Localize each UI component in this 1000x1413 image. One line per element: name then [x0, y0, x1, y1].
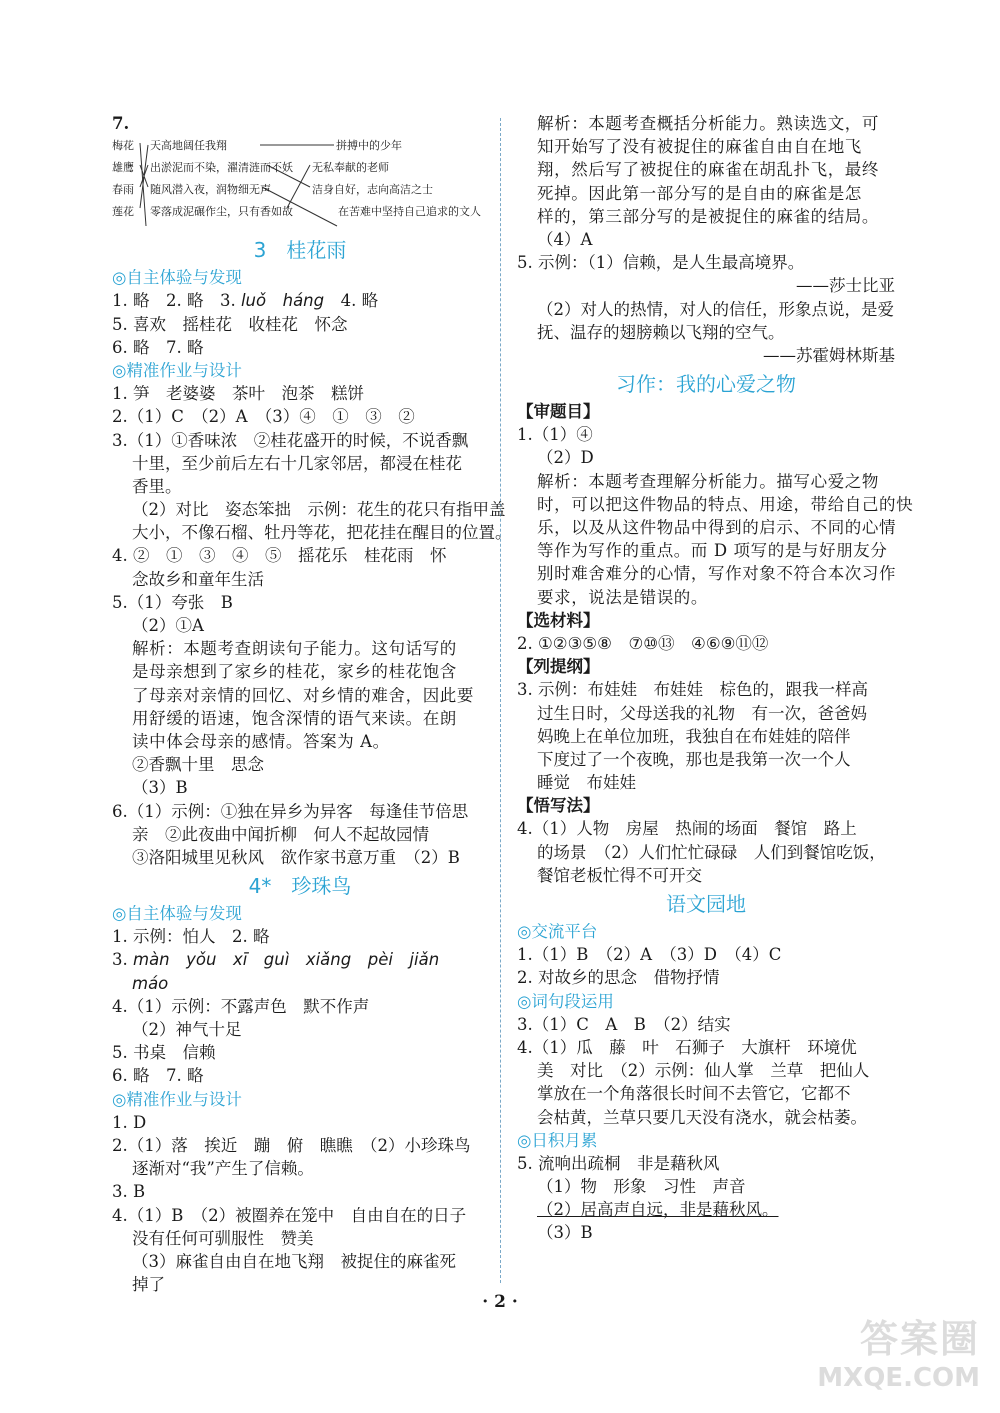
answer-line: 掉了	[132, 1275, 165, 1295]
matching-exercise	[112, 137, 488, 229]
answer-line: 1. 示例：怕人 2. 略	[112, 927, 270, 947]
flower-1: 梅花	[112, 139, 134, 153]
answer-line: （3）B	[537, 1223, 593, 1243]
answer-line: 1. 略 2. 略 3. luǒ háng 4. 略	[112, 291, 379, 311]
answer-line: 1. D	[112, 1112, 147, 1132]
analysis-line: 翔，然后写了被捉住的麻雀在胡乱扑飞，最终	[537, 160, 879, 180]
watermark-url: MXQE.COM	[817, 1363, 980, 1393]
answer-line: 念故乡和童年生活	[132, 569, 264, 589]
answer-line: 3.（1）C A B （2）结实	[517, 1014, 731, 1034]
answer-line: 5. 示例：（1）信赖，是人生最高境界。	[517, 253, 805, 273]
pinyin-answer: máo	[132, 973, 169, 993]
flower-2: 雄鹰	[112, 161, 134, 175]
answer-line: 1. 笋 老婆婆 茶叶 泡茶 糕饼	[112, 384, 364, 404]
left-column	[112, 112, 512, 1296]
line-3: 随风潜入夜，润物细无声	[150, 183, 271, 197]
analysis-line: 了母亲对亲情的回忆、对乡情的难舍，因此要	[132, 685, 474, 705]
underlined-answer: （2）居高声自远，非是藉秋风。	[537, 1200, 779, 1220]
answer-line: （2）①A	[132, 616, 204, 635]
column-divider	[500, 118, 501, 1283]
flower-4: 莲花	[112, 205, 134, 219]
watermark	[817, 1308, 980, 1393]
answer-line: （4）A	[537, 229, 593, 249]
answer-line: （3）麻雀自由自在地飞翔 被捉住的麻雀死	[132, 1251, 456, 1271]
answer-line: 美 对比 （2）示例：仙人掌 兰草 把仙人	[537, 1061, 870, 1081]
lesson-4-title: 4* 珍珠鸟	[248, 874, 352, 899]
analysis-line: 乐，以及从这件物品中得到的启示、不同的心情	[537, 518, 897, 537]
analysis-line: 样的，第三部分写的是被捉住的麻雀的结局。	[537, 206, 879, 226]
answer-line: 2.（1）C （2）A （3）④ ① ③ ②	[112, 407, 415, 427]
answer-line: ②香飘十里 思念	[132, 755, 264, 775]
answer-line: 餐馆老板忙得不可开交	[537, 865, 702, 885]
chinese-garden-title: 语文园地	[666, 892, 746, 916]
watermark-logo: 答案圈	[859, 1317, 980, 1361]
analysis-line: 读中体会母亲的感情。答案为 A。	[132, 731, 390, 751]
line-1: 天高地阔任我翔	[150, 139, 227, 153]
answer-line: 6. 略 7. 略	[112, 337, 204, 357]
answer-line: （2）对人的热情，对人的信任，形象点说，是爱	[537, 299, 894, 319]
answer-line: 大小，不像石榴、牡丹等花，把花挂在醒目的位置。	[132, 523, 512, 543]
answer-line: （2）对比 姿态笨拙 示例：花生的花只有指甲盖	[132, 500, 506, 520]
analysis-line: 解析：本题考查朗读句子能力。这句话写的	[132, 639, 457, 659]
bracket-heading: 【选材料】	[517, 610, 600, 630]
answer-line: 3. 示例：布娃娃 布娃娃 棕色的，跟我一样高	[517, 680, 868, 700]
bracket-heading: 【悟写法】	[517, 796, 600, 816]
answer-line: 5. 流响出疏桐 非是藉秋风	[517, 1153, 720, 1173]
analysis-line: 解析：本题考查理解分析能力。描写心爱之物	[537, 471, 879, 491]
section-heading: ◎精准作业与设计	[112, 360, 242, 380]
pinyin-answer: màn yǒu xī guì xiǎng pèi jiǎn	[133, 950, 440, 970]
person-1: 拼搏中的少年	[336, 139, 402, 153]
answer-line: 4.（1）示例：不露声色 默不作声	[112, 996, 370, 1016]
answer-line: 5. 书桌 信赖	[112, 1043, 216, 1063]
answer-line: 下度过了一个夜晚，那也是我第一次一个人	[537, 749, 851, 769]
lesson-3-title: 3 桂花雨	[253, 238, 347, 263]
answer-line: 5. 喜欢 摇桂花 收桂花 怀念	[112, 314, 348, 334]
answer-line: 掌放在一个角落很长时间不去管它，它都不	[537, 1084, 851, 1104]
answer-line: （1）物 形象 习性 声音	[537, 1177, 746, 1197]
answer-line: 1.（1）④	[517, 425, 593, 445]
person-3: 洁身自好，志向高洁之士	[312, 183, 433, 197]
answer-line: 妈晚上在单位加班，我独自在布娃娃的陪伴	[537, 726, 851, 746]
analysis-line: 等作为写作的重点。而 D 项写的是与好朋友分	[537, 541, 888, 561]
answer-line: 会枯黄，兰草只要几天没有浇水，就会枯萎。	[537, 1107, 867, 1127]
analysis-line: 要求，说法是错误的。	[537, 587, 708, 607]
section-heading: ◎词句段运用	[517, 991, 614, 1011]
analysis-line: 时，可以把这件物品的特点、用途，带给自己的快	[537, 494, 914, 514]
answer-line: 4.（1）B （2）被圈养在笼中 自由自在的日子	[112, 1205, 467, 1225]
answer-line	[517, 1198, 895, 1221]
bracket-heading: 【审题目】	[517, 402, 600, 422]
flower-3: 春雨	[112, 183, 134, 197]
answer-line: 4.（1）瓜 藤 叶 石狮子 大旗杆 环境优	[517, 1037, 857, 1057]
answer-line: 抚、温存的翅膀赖以飞翔的空气。	[537, 322, 785, 342]
person-4: 在苦难中坚持自己追求的文人	[338, 205, 481, 219]
analysis-line: 知开始写了没有被捉住的麻雀自由自在地飞	[537, 137, 862, 157]
answer-line: 没有任何可驯服性 赞美	[132, 1228, 314, 1248]
answer-line: 2. 对故乡的思念 借物抒情	[517, 968, 720, 988]
answer-line: 3. màn yǒu xī guì xiǎng pèi jiǎn	[112, 950, 440, 970]
answer-line: 6. 略 7. 略	[112, 1066, 204, 1086]
answer-line: （2）D	[537, 448, 594, 468]
answer-line: 的场景 （2）人们忙忙碌碌 人们到餐馆吃饭，	[537, 842, 886, 862]
analysis-line: 解析：本题考查概括分析能力。熟读选文，可	[537, 114, 879, 133]
answer-line: 2. ①②③⑤⑧ ⑦⑩⑬ ④⑥⑨⑪⑫	[517, 633, 769, 653]
section-heading: ◎自主体验与发现	[112, 268, 242, 288]
answer-line: 香里。	[132, 476, 182, 496]
pinyin-answer: luǒ háng	[240, 291, 325, 311]
analysis-line: 别时难舍难分的心情，写作对象不符合本次习作	[537, 564, 897, 584]
analysis-line: 是母亲想到了家乡的桂花，家乡的桂花饱含	[132, 662, 457, 682]
answer-line: 6.（1）示例：①独在异乡为异客 每逢佳节倍思	[112, 801, 469, 821]
answer-line: 5.（1）夸张 B	[112, 592, 233, 612]
answer-line: 十里，至少前后左右十几家邻居，都浸在桂花	[132, 453, 462, 473]
answer-line: 亲 ②此夜曲中闻折柳 何人不起故园情	[132, 824, 429, 844]
question-7-label: 7.	[112, 114, 130, 133]
line-2: 出淤泥而不染，濯清涟而不妖	[150, 161, 293, 175]
answer-line: 3. B	[112, 1182, 146, 1202]
answer-line: 4. ② ① ③ ④ ⑤ 摇花乐 桂花雨 怀	[112, 546, 447, 566]
section-heading: ◎自主体验与发现	[112, 904, 242, 924]
analysis-line: 死掉。因此第一部分写的是自由的麻雀是怎	[537, 183, 862, 203]
section-heading: ◎交流平台	[517, 922, 598, 941]
quote-attribution: ——莎士比亚	[796, 276, 895, 296]
section-heading: ◎精准作业与设计	[112, 1089, 242, 1109]
analysis-line: 用舒缓的语速，饱含深情的语气来读。在朗	[132, 708, 457, 728]
section-heading: ◎日积月累	[517, 1130, 598, 1150]
composition-title: 习作：我的心爱之物	[616, 372, 796, 397]
line-4: 零落成泥碾作尘，只有香如故	[150, 205, 293, 219]
bracket-heading: 【列提纲】	[517, 657, 600, 677]
answer-line: 4.（1）人物 房屋 热闹的场面 餐馆 路上	[517, 819, 857, 839]
answer-line: 过生日时，父母送我的礼物 有一次，爸爸妈	[537, 703, 867, 723]
right-column	[517, 112, 914, 1245]
quote-attribution: ——苏霍姆林斯基	[763, 345, 895, 365]
answer-line: （2）神气十足	[132, 1020, 242, 1039]
answer-line: 1.（1）B （2）A （3）D （4）C	[517, 945, 782, 965]
person-2: 无私奉献的老师	[312, 161, 389, 175]
answer-line: 睡觉 布娃娃	[537, 773, 636, 793]
answer-line: 2.（1）落 挨近 蹦 俯 瞧瞧 （2）小珍珠鸟	[112, 1135, 471, 1155]
answer-line: 3.（1）①香味浓 ②桂花盛开的时候，不说香飘	[112, 430, 469, 450]
page-number: · 2 ·	[482, 1292, 518, 1312]
answer-line: 逐渐对“我”产生了信赖。	[132, 1159, 314, 1179]
answer-line: （3）B	[132, 778, 188, 798]
answer-line: ③洛阳城里见秋风 欲作家书意万重 （2）B	[132, 847, 460, 867]
